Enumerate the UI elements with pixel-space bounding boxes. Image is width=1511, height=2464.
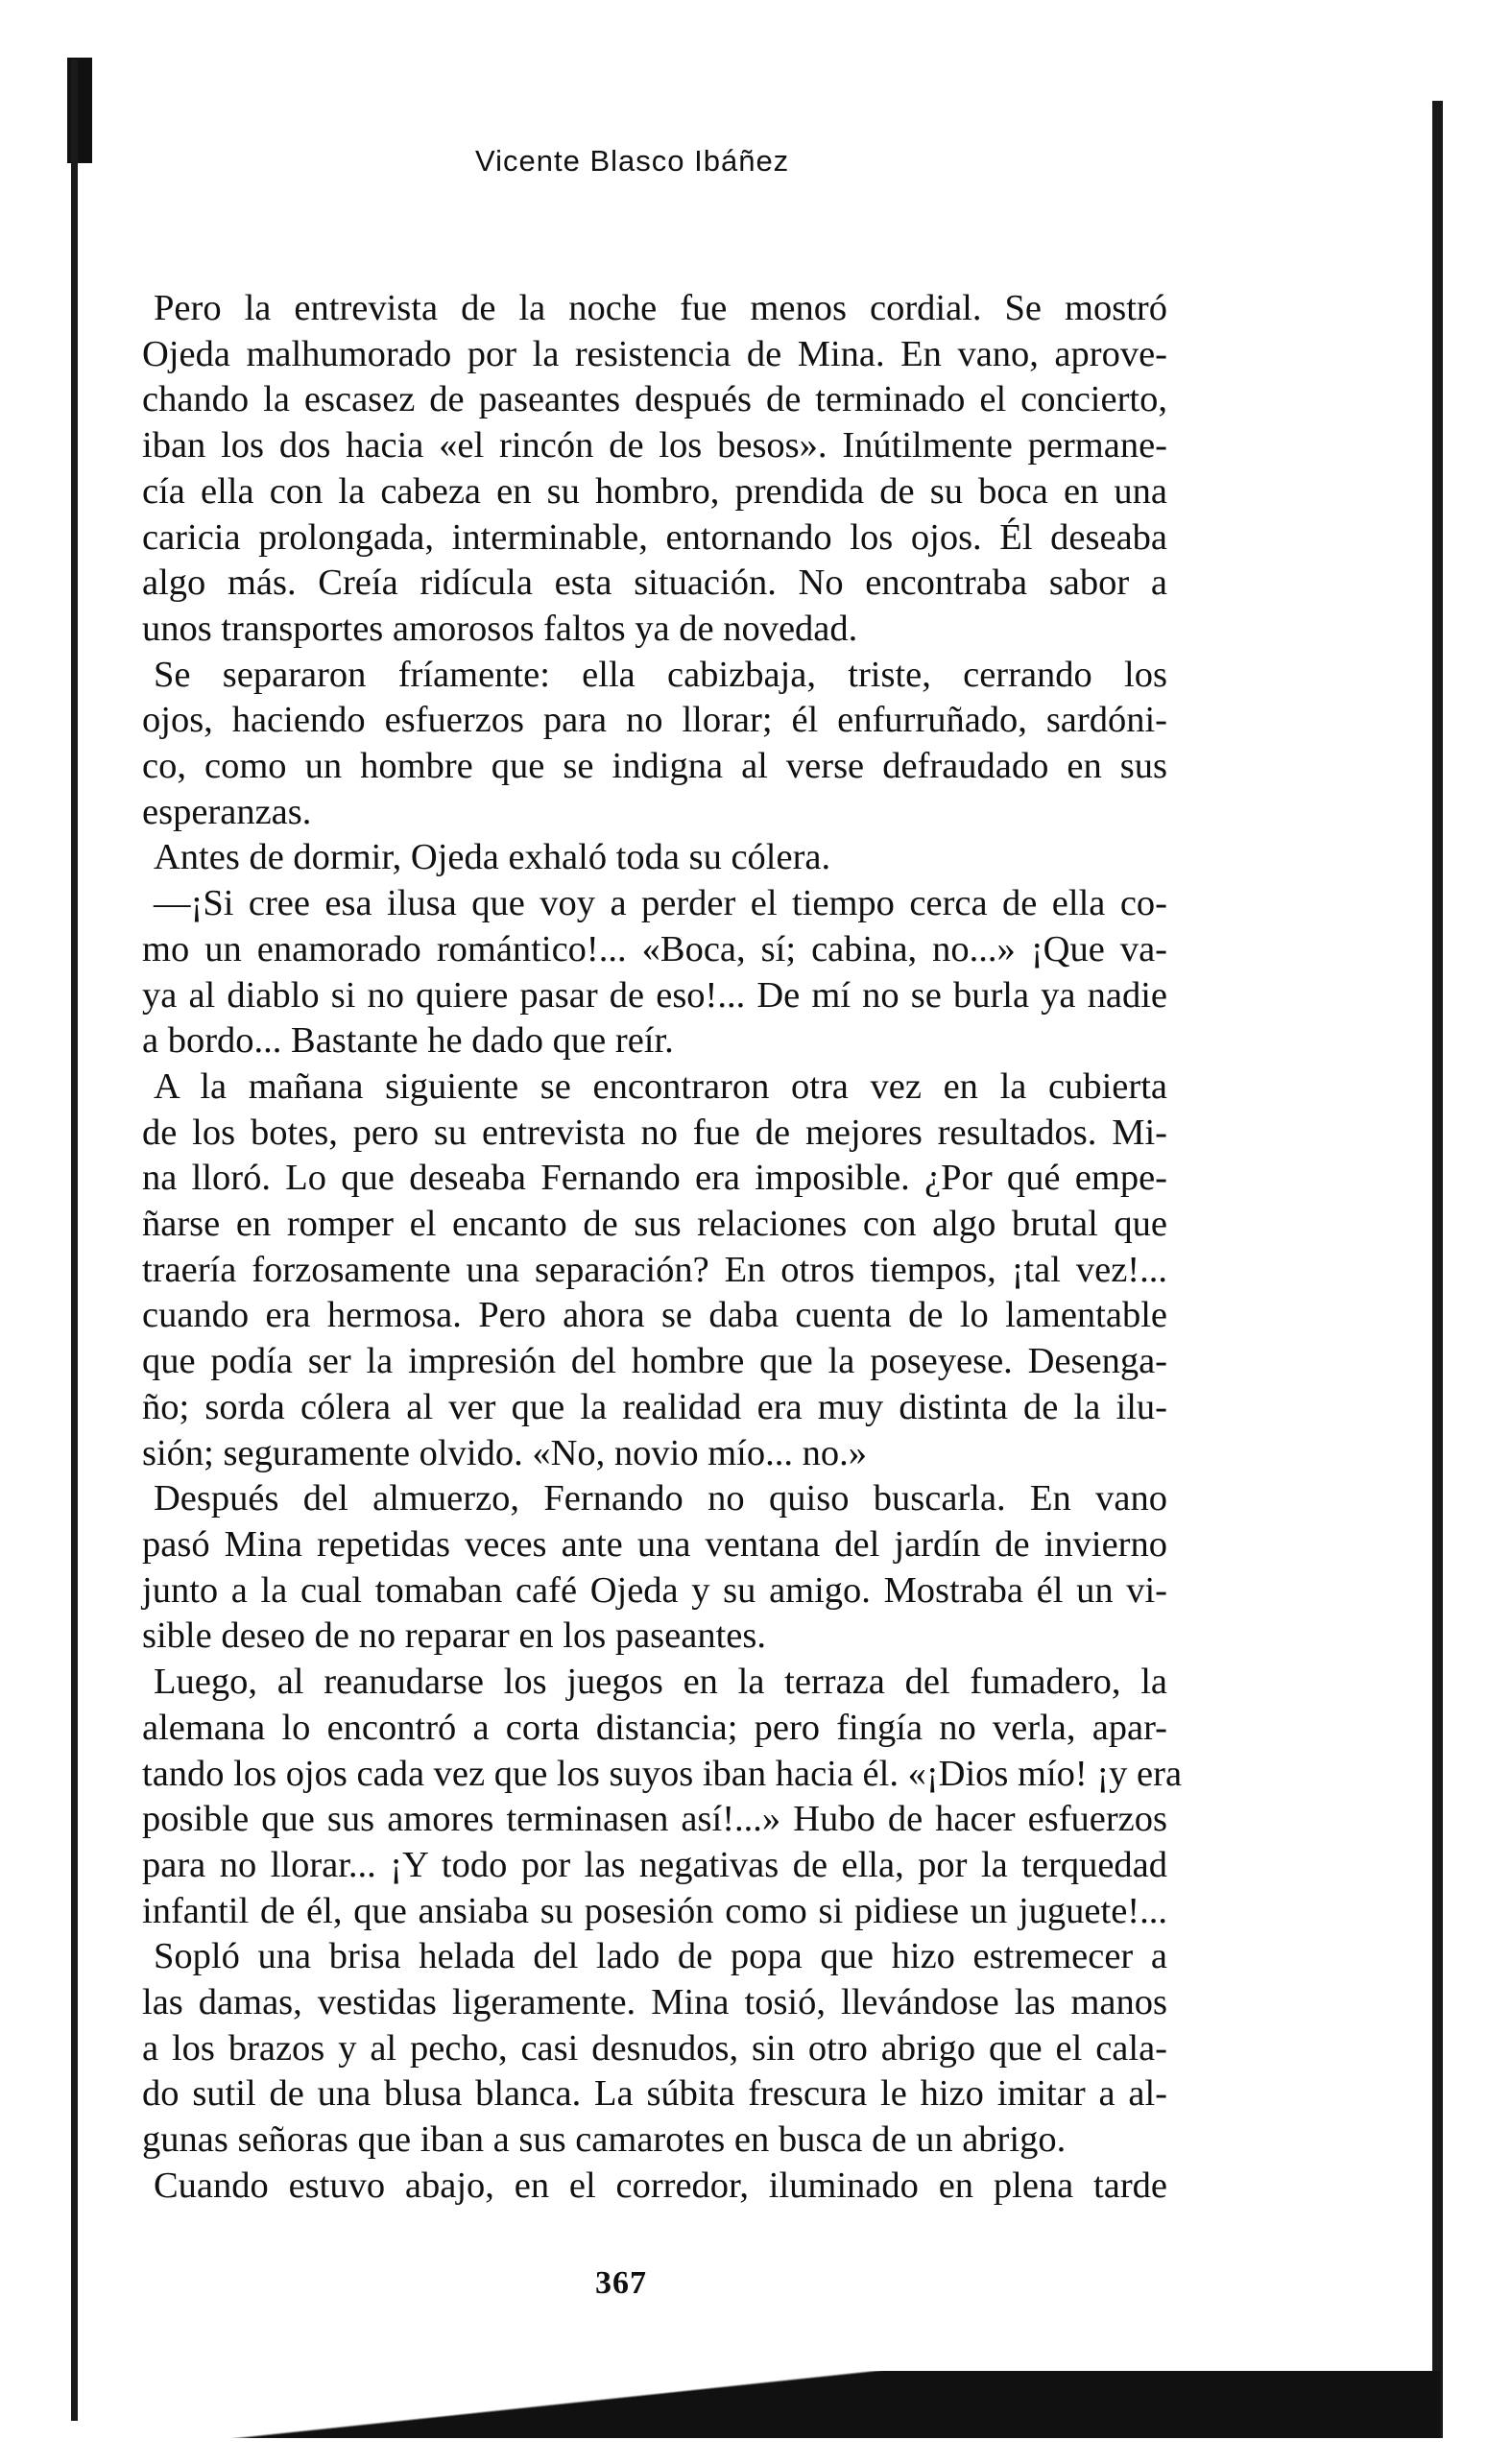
text-line: esperanzas.: [142, 791, 312, 832]
text-line: gunas señoras que iban a sus camarotes en busca de un abrigo.: [142, 2119, 1067, 2161]
text-line: na lloró. Lo que deseaba Fernando era imposible. ¿Por qué empe-: [142, 1158, 1167, 1199]
text-line: Antes de dormir, Ojeda exhaló toda su cólera.: [154, 837, 831, 878]
text-line: iban los dos hacia «el rincón de los besos». Inútilmente permane-: [142, 425, 1167, 466]
text-line: caricia prolongada, interminable, entornando los ojos. Él deseaba: [142, 516, 1167, 558]
text-line: algo más. Creía ridícula esta situación. No encontraba sabor a: [142, 562, 1167, 604]
text-line: a bordo... Bastante he dado que reír.: [142, 1020, 674, 1062]
text-line: posible que sus amores terminasen así!...» Hubo de hacer esfuerzos: [142, 1799, 1167, 1840]
text-line: junto a la cual tomaban café Ojeda y su amigo. Mostraba él un vi-: [142, 1569, 1167, 1611]
text-line: alemana lo encontró a corta distancia; pero fingía no verla, apar-: [142, 1707, 1167, 1748]
text-line: ojos, haciendo esfuerzos para no llorar; él enfurruñado, sardóni-: [142, 700, 1167, 741]
text-line: Pero la entrevista de la noche fue menos cordial. Se mostró: [154, 288, 1167, 328]
scan-edge-left: [71, 60, 78, 2421]
text-line: Cuando estuvo abajo, en el corredor, iluminado en plena tarde: [154, 2165, 1167, 2206]
text-line: Ojeda malhumorado por la resistencia de Mina. En vano, aprove-: [142, 333, 1167, 374]
text-line: unos transportes amorosos faltos ya de novedad.: [142, 608, 858, 649]
text-line: cuando era hermosa. Pero ahora se daba cuenta de lo lamentable: [142, 1295, 1167, 1336]
text-line: tando los ojos cada vez que los suyos iban hacia él. «¡Dios mío! ¡y era: [142, 1753, 1183, 1794]
text-line: Se separaron fríamente: ella cabizbaja, triste, cerrando los: [154, 654, 1167, 695]
text-line: ya al diablo si no quiere pasar de eso!... De mí no se burla ya nadie: [142, 974, 1167, 1016]
text-line: co, como un hombre que se indigna al verse defraudado en sus: [142, 746, 1167, 787]
scan-edge-right: [1432, 101, 1443, 2438]
scan-edge-bottom: [58, 2371, 1440, 2438]
text-line: Después del almuerzo, Fernando no quiso buscarla. En vano: [154, 1478, 1167, 1519]
text-line: chando la escasez de paseantes después de terminado el concierto,: [142, 379, 1167, 420]
text-line: cía ella con la cabeza en su hombro, prendida de su boca en una: [142, 470, 1167, 512]
running-header-author: Vicente Blasco Ibáñez: [475, 144, 790, 178]
text-line: las damas, vestidas ligeramente. Mina tosió, llevándose las manos: [142, 1982, 1167, 2023]
text-line: A la mañana siguiente se encontraron otra vez en la cubierta: [154, 1065, 1167, 1107]
text-line: para no llorar... ¡Y todo por las negativas de ella, por la terquedad: [142, 1844, 1167, 1885]
text-line: traería forzosamente una separación? En otros tiempos, ¡tal vez!...: [142, 1249, 1167, 1290]
text-line: a los brazos y al pecho, casi desnudos, sin otro abrigo que el cala-: [142, 2027, 1167, 2069]
text-line: sible deseo de no reparar en los paseantes.: [142, 1615, 766, 1657]
page-number: 367: [595, 2265, 647, 2301]
text-line: infantil de él, que ansiaba su posesión como si pidiese un juguete!...: [142, 1890, 1167, 1931]
text-line: ñarse en romper el encanto de sus relaciones con algo brutal que: [142, 1204, 1167, 1245]
text-line: de los botes, pero su entrevista no fue de mejores resultados. Mi-: [142, 1112, 1167, 1153]
text-line: Luego, al reanudarse los juegos en la terraza del fumadero, la: [154, 1662, 1167, 1703]
text-line: que podía ser la impresión del hombre que la poseyese. Desenga-: [142, 1341, 1167, 1382]
body-text: [142, 286, 1183, 2210]
text-line: Sopló una brisa helada del lado de popa que hizo estremecer a: [154, 1936, 1167, 1977]
text-line: mo un enamorado romántico!... «Boca, sí; cabina, no...» ¡Que va-: [142, 928, 1167, 969]
text-line: ño; sorda cólera al ver que la realidad era muy distinta de la ilu-: [142, 1386, 1167, 1427]
text-line: pasó Mina repetidas veces ante una ventana del jardín de invierno: [142, 1523, 1167, 1565]
text-line: —¡Si cree esa ilusa que voy a perder el tiempo cerca de ella co-: [154, 883, 1167, 924]
text-line: do sutil de una blusa blanca. La súbita frescura le hizo imitar a al-: [142, 2073, 1167, 2115]
text-line: sión; seguramente olvido. «No, novio mío... no.»: [142, 1432, 867, 1473]
